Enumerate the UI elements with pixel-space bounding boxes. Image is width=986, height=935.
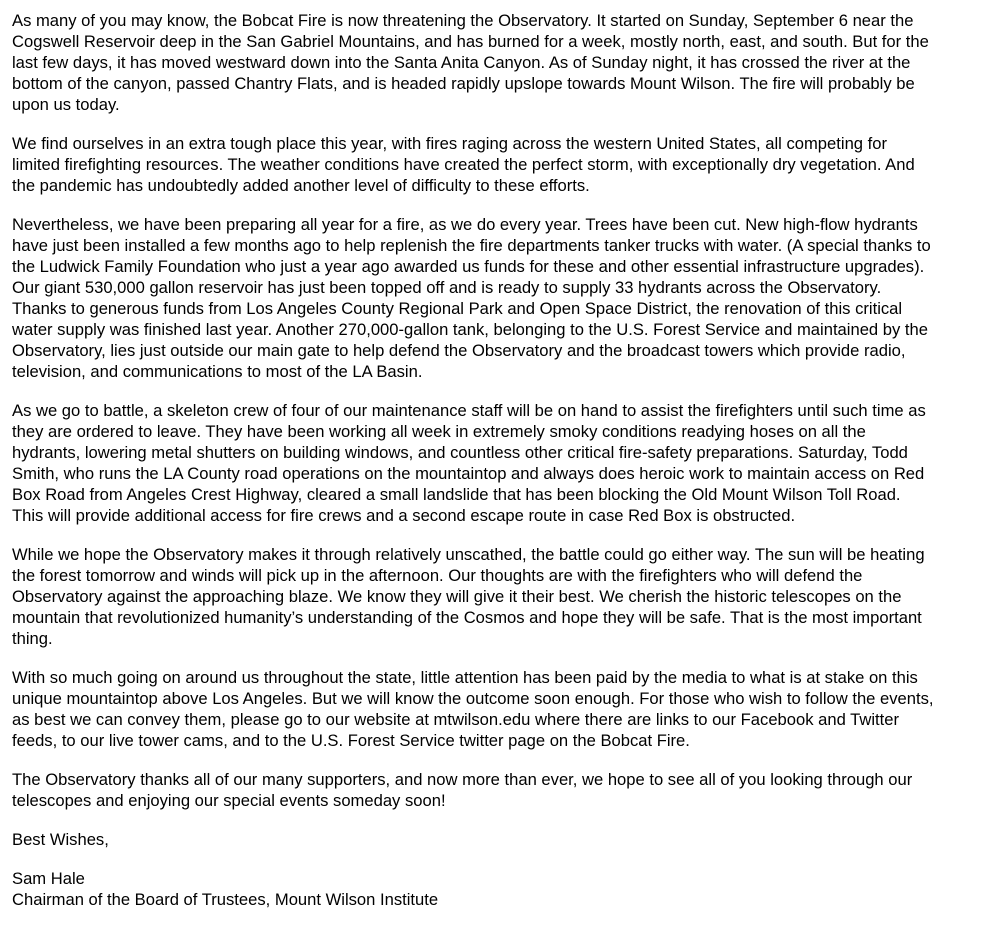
closing-salutation: Best Wishes,: [12, 830, 109, 849]
paragraph-hope: While we hope the Observatory makes it through relatively unscathed, the battle could go either way. The sun will be heating the forest tomorrow and winds will pick up in the afternoon. Our thoughts are with the firefighters who will defend the Observatory against the approaching blaze. We know they will give it their best. We cherish the historic telescopes on the mountain that revolutionized humanity’s understanding of the Cosmos and hope they will be safe. That is the most important thing.: [12, 545, 925, 648]
signature-title: Chairman of the Board of Trustees, Mount Wilson Institute: [12, 890, 439, 909]
paragraph-preparations: Nevertheless, we have been preparing all year for a fire, as we do every year. Trees have been cut. New high-flow hydrants have just been installed a few months ago to help replenish the fire departments tanker trucks with water. (A special thanks to the Ludwick Family Foundation who just a year ago awarded us funds for these and other essential infrastructure upgrades). Our giant 530,000 gallon reservoir has just been topped off and is ready to supply 33 hydrants across the Observatory. Thanks to generous funds from Los Angeles County Regional Park and Open Space District, the renovation of this critical water supply was finished last year. Another 270,000-gallon tank, belonging to the U.S. Forest Service and maintained by the Observatory, lies just outside our main gate to help defend the Observatory and the broadcast towers which provide radio, television, and communications to most of the LA Basin.: [12, 215, 931, 381]
signature-block: [12, 868, 936, 910]
paragraph-fire-status: As many of you may know, the Bobcat Fire is now threatening the Observatory. It started on Sunday, September 6 near the Cogswell Reservoir deep in the San Gabriel Mountains, and has burned for a week, mostly north, east, and south. But for the last few days, it has moved westward down into the Santa Anita Canyon. As of Sunday night, it has crossed the river at the bottom of the canyon, passed Chantry Flats, and is headed rapidly upslope towards Mount Wilson. The fire will probably be upon us today.: [12, 11, 929, 114]
signature-name: Sam Hale: [12, 869, 85, 888]
letter-body: [12, 10, 936, 910]
paragraph-maintenance-crew: As we go to battle, a skeleton crew of four of our maintenance staff will be on hand to assist the firefighters until such time as they are ordered to leave. They have been working all week in extremely smoky conditions readying hoses on all the hydrants, lowering metal shutters on building windows, and countless other critical fire-safety preparations. Saturday, Todd Smith, who runs the LA County road operations on the mountaintop and always does heroic work to maintain access on Red Box Road from Angeles Crest Highway, cleared a small landslide that has been blocking the Old Mount Wilson Toll Road. This will provide additional access for fire crews and a second escape route in case Red Box is obstructed.: [12, 401, 926, 525]
paragraph-tough-conditions: We find ourselves in an extra tough place this year, with fires raging across the western United States, all competing for limited firefighting resources. The weather conditions have created the perfect storm, with exceptionally dry vegetation. And the pandemic has undoubtedly added another level of difficulty to these efforts.: [12, 134, 915, 195]
paragraph-follow-events: With so much going on around us throughout the state, little attention has been paid by the media to what is at stake on this unique mountaintop above Los Angeles. But we will know the outcome soon enough. For those who wish to follow the events, as best we can convey them, please go to our website at mtwilson.edu where there are links to our Facebook and Twitter feeds, to our live tower cams, and to the U.S. Forest Service twitter page on the Bobcat Fire.: [12, 668, 934, 750]
paragraph-thanks: The Observatory thanks all of our many supporters, and now more than ever, we hope to see all of you looking through our telescopes and enjoying our special events someday soon!: [12, 770, 913, 810]
